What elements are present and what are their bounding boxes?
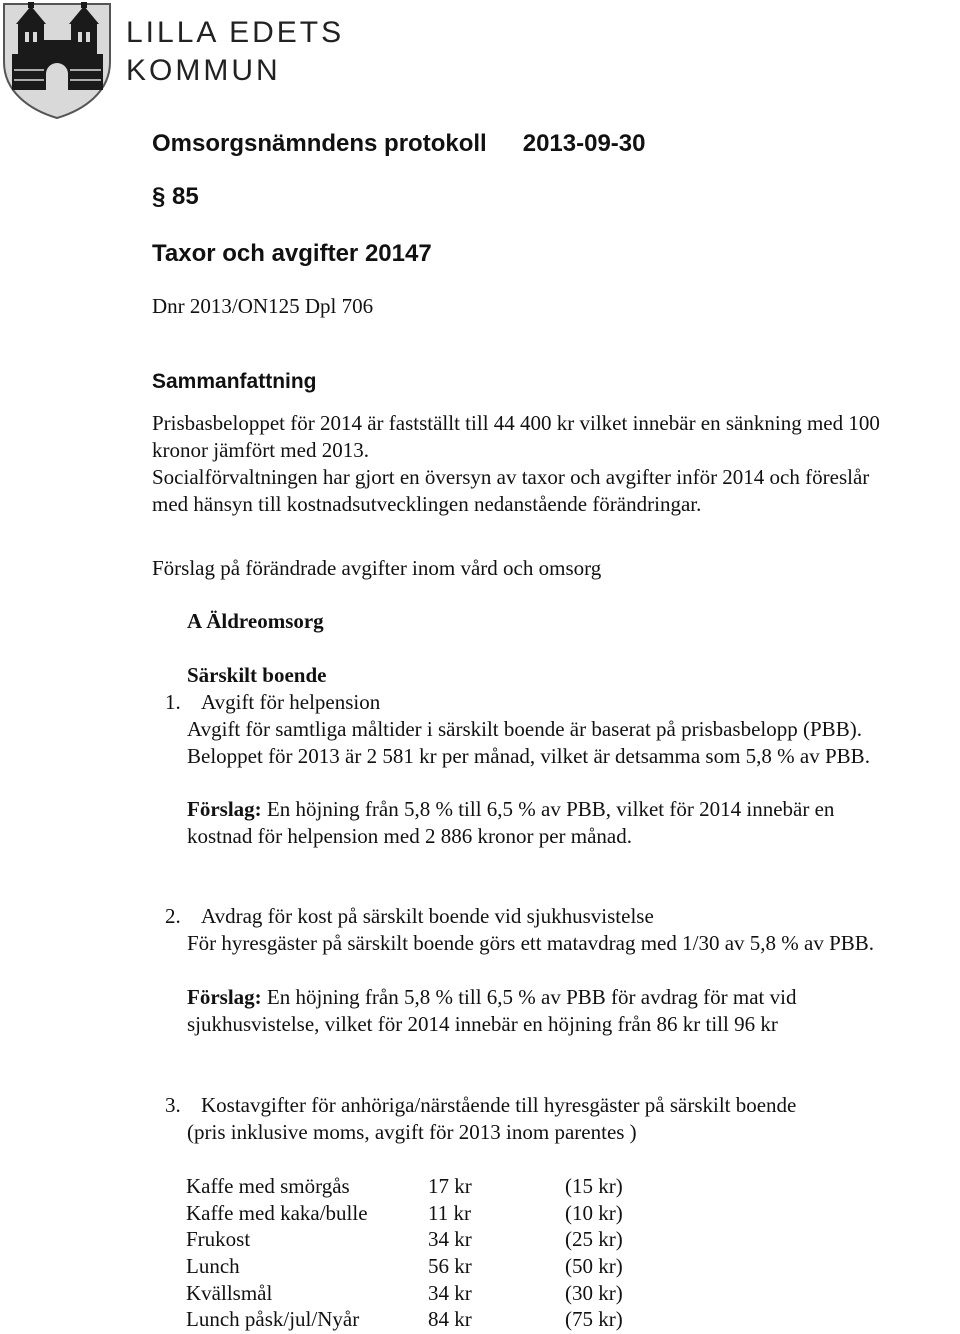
table-row (186, 1306, 665, 1333)
fee-table (186, 1173, 665, 1333)
table-row (186, 1173, 665, 1200)
item-title: Avgift för helpension (201, 690, 381, 714)
document-title (152, 130, 645, 158)
item-number: 3. (165, 1093, 181, 1117)
topic-heading: Taxor och avgifter 20147 (152, 240, 432, 267)
table-row (186, 1253, 665, 1280)
section-heading: A Äldreomsorg (187, 609, 324, 633)
item-line: Beloppet för 2013 är 2 581 kr per månad, vilket är detsamma som 5,8 % av PBB. (187, 744, 870, 768)
table-cell-price: 17 kr (428, 1174, 472, 1198)
item-proposal (187, 984, 796, 1038)
table-cell-previous: (30 kr) (565, 1280, 623, 1305)
organization-name-line-2: KOMMUN (126, 54, 281, 87)
paragraph-number: § 85 (152, 183, 199, 210)
municipal-coat-of-arms-icon (0, 0, 115, 120)
item-body (187, 930, 874, 957)
organization-name (126, 14, 344, 90)
table-cell-previous: (25 kr) (565, 1227, 623, 1252)
meeting-date: 2013-09-30 (522, 130, 646, 157)
table-cell-item: Lunch påsk/jul/Nyår (186, 1307, 360, 1332)
table-cell-price: 84 kr (428, 1307, 472, 1332)
organization-name-line-1: LILLA EDETS (126, 16, 345, 49)
summary-line: kronor jämfört med 2013. (152, 438, 369, 462)
table-cell-previous: (15 kr) (565, 1174, 623, 1198)
table-cell-previous: (50 kr) (565, 1254, 623, 1279)
table-row (186, 1200, 665, 1227)
table-cell-price: 56 kr (428, 1254, 472, 1279)
proposal-line: kostnad för helpension med 2 886 kronor per månad. (187, 824, 632, 848)
table-cell-item: Kaffe med smörgås (186, 1174, 350, 1198)
table-cell-price: 11 kr (428, 1200, 471, 1225)
subsection-heading: Särskilt boende (187, 663, 327, 687)
proposal-line: En höjning från 5,8 % till 6,5 % av PBB för avdrag för mat vid (261, 985, 797, 1009)
item-number: 2. (165, 904, 181, 928)
table-row (186, 1226, 665, 1253)
item-body (187, 716, 870, 770)
summary-line: Prisbasbeloppet för 2014 är fastställt till 44 400 kr vilket innebär en sänkning med 100 (152, 411, 880, 435)
item-line: Avgift för samtliga måltider i särskilt boende är baserat på prisbasbelopp (PBB). (187, 717, 862, 741)
proposal-label: Förslag: (187, 797, 262, 821)
title-text: Omsorgsnämndens protokoll (152, 130, 487, 157)
proposal-line: sjukhusvistelse, vilket för 2014 innebär en höjning från 86 kr till 96 kr (187, 1012, 778, 1036)
table-cell-previous: (75 kr) (565, 1307, 623, 1332)
item-number: 1. (165, 690, 181, 714)
summary-line: Socialförvaltningen har gjort en översyn av taxor och avgifter inför 2014 och föreslår (152, 465, 870, 489)
table-cell-item: Kaffe med kaka/bulle (186, 1200, 368, 1225)
table-cell-price: 34 kr (428, 1280, 472, 1305)
proposal-heading: Förslag på förändrade avgifter inom vård och omsorg (152, 556, 602, 580)
summary-line: med hänsyn till kostnadsutvecklingen nedanstående förändringar. (152, 492, 702, 516)
summary-heading: Sammanfattning (152, 370, 317, 393)
summary-text (152, 410, 880, 518)
item-title: Avdrag för kost på särskilt boende vid sjukhusvistelse (201, 904, 654, 928)
table-cell-item: Kvällsmål (186, 1280, 273, 1305)
proposal-line: En höjning från 5,8 % till 6,5 % av PBB, vilket för 2014 innebär en (261, 797, 835, 821)
table-cell-price: 34 kr (428, 1227, 472, 1252)
item-body (187, 1119, 637, 1146)
item-line: (pris inklusive moms, avgift för 2013 inom parentes ) (187, 1120, 637, 1144)
item-proposal (187, 796, 834, 850)
item-title: Kostavgifter för anhöriga/närstående till hyresgäster på särskilt boende (201, 1093, 797, 1117)
case-number: Dnr 2013/ON125 Dpl 706 (152, 294, 374, 318)
table-cell-item: Frukost (186, 1227, 251, 1252)
table-cell-previous: (10 kr) (565, 1200, 623, 1225)
table-cell-item: Lunch (186, 1254, 240, 1279)
proposal-label: Förslag: (187, 985, 262, 1009)
table-row (186, 1280, 665, 1307)
item-line: För hyresgäster på särskilt boende görs ett matavdrag med 1/30 av 5,8 % av PBB. (187, 931, 875, 955)
